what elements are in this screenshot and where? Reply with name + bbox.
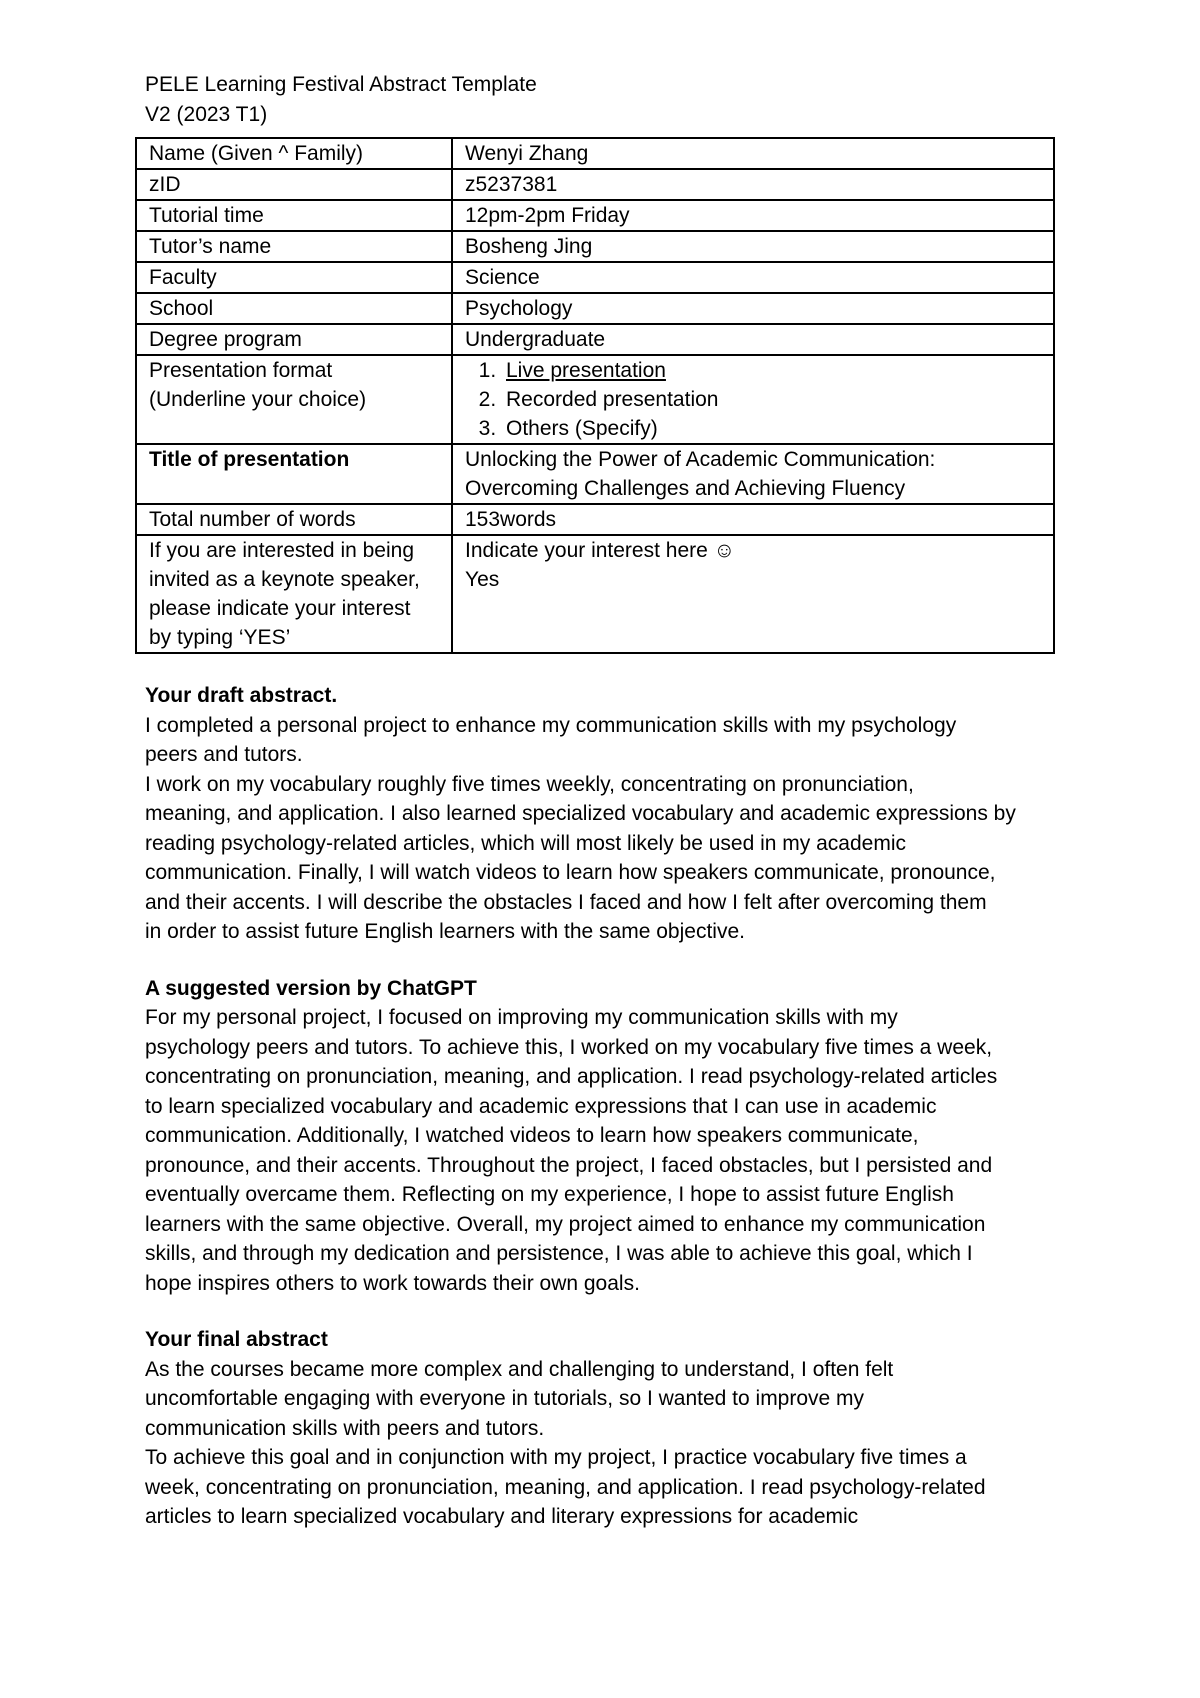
presentation-format-label-line: Presentation format: [149, 359, 333, 382]
draft-abstract-heading: Your draft abstract.: [145, 684, 338, 707]
draft-abstract-section: [145, 681, 1065, 947]
text-line: communication. Additionally, I watched videos to learn how speakers communicate,: [145, 1124, 919, 1147]
text-line: uncomfortable engaging with everyone in tutorials, so I wanted to improve my: [145, 1387, 865, 1410]
text-line: communication. Finally, I will watch videos to learn how speakers communicate, pronounce,: [145, 861, 996, 884]
zid-value: z5237381: [452, 169, 1054, 200]
presentation-format-instruction: (Underline your choice): [149, 388, 367, 411]
format-option-label: Recorded presentation: [506, 388, 719, 411]
tutorial-time-value: 12pm-2pm Friday: [452, 200, 1054, 231]
school-value: Psychology: [452, 293, 1054, 324]
table-row: [136, 444, 1054, 504]
faculty-value: Science: [452, 262, 1054, 293]
keynote-label-line: If you are interested in being: [149, 539, 415, 562]
text-line: skills, and through my dedication and persistence, I was able to achieve this goal, which I: [145, 1242, 973, 1265]
keynote-label-line: please indicate your interest: [149, 597, 411, 620]
format-option: [502, 385, 1041, 414]
tutorial-time-label: Tutorial time: [136, 200, 452, 231]
document-version: V2 (2023 T1): [145, 102, 268, 126]
final-abstract-section: [145, 1325, 1065, 1532]
details-table: [135, 137, 1055, 654]
text-line: peers and tutors.: [145, 743, 303, 766]
table-row: [136, 262, 1054, 293]
table-row: [136, 324, 1054, 355]
faculty-label: Faculty: [136, 262, 452, 293]
text-line: reading psychology-related articles, which will most likely be used in my academic: [145, 831, 906, 855]
format-option: [502, 356, 1041, 385]
table-row: [136, 138, 1054, 169]
word-count-value: 153words: [452, 504, 1054, 535]
text-line: to learn specialized vocabulary and academic expressions that I can use in academic: [145, 1094, 937, 1118]
text-line: hope inspires others to work towards their own goals.: [145, 1271, 640, 1295]
text-line: week, concentrating on pronunciation, meaning, and application. I read psychology-related: [145, 1475, 986, 1499]
keynote-prompt: Indicate your interest here ☺: [465, 539, 736, 562]
draft-abstract-body: [145, 711, 1065, 947]
word-count-label: Total number of words: [136, 504, 452, 535]
title-of-presentation-label: Title of presentation: [136, 444, 452, 504]
zid-label: zID: [136, 169, 452, 200]
degree-label: Degree program: [136, 324, 452, 355]
text-line: As the courses became more complex and challenging to understand, I often felt: [145, 1357, 894, 1381]
keynote-response: [452, 535, 1054, 653]
table-row: [136, 231, 1054, 262]
tutor-name-value: Bosheng Jing: [452, 231, 1054, 262]
table-row: [136, 200, 1054, 231]
table-row: [136, 504, 1054, 535]
text-line: and their accents. I will describe the obstacles I faced and how I felt after overcoming them: [145, 890, 987, 914]
text-line: pronounce, and their accents. Throughout the project, I faced obstacles, but I persisted and: [145, 1153, 993, 1177]
final-abstract-body: [145, 1355, 1065, 1532]
title-of-presentation-value: [452, 444, 1054, 504]
text-line: concentrating on pronunciation, meaning, and application. I read psychology-related articles: [145, 1065, 998, 1088]
degree-value: Undergraduate: [452, 324, 1054, 355]
school-label: School: [136, 293, 452, 324]
title-line: Overcoming Challenges and Achieving Fluency: [465, 477, 906, 500]
document-page: [145, 70, 1065, 1532]
final-abstract-heading: Your final abstract: [145, 1328, 328, 1351]
presentation-format-label: [136, 355, 452, 444]
text-line: I work on my vocabulary roughly five times weekly, concentrating on pronunciation,: [145, 772, 914, 796]
format-option: [502, 414, 1041, 443]
keynote-label: [136, 535, 452, 653]
keynote-label-line: invited as a keynote speaker,: [149, 568, 420, 591]
document-title: PELE Learning Festival Abstract Template: [145, 73, 537, 96]
keynote-label-line: by typing ‘YES’: [149, 626, 291, 649]
chatgpt-version-body: [145, 1003, 1065, 1298]
tutor-name-label: Tutor’s name: [136, 231, 452, 262]
table-row: [136, 355, 1054, 444]
chatgpt-version-heading: A suggested version by ChatGPT: [145, 976, 477, 1000]
format-option-label: Others (Specify): [506, 417, 658, 440]
title-line: Unlocking the Power of Academic Communication:: [465, 448, 936, 471]
text-line: psychology peers and tutors. To achieve this, I worked on my vocabulary five times a week,: [145, 1035, 993, 1059]
text-line: eventually overcame them. Reflecting on my experience, I hope to assist future English: [145, 1183, 954, 1206]
format-option-label: Live presentation: [506, 359, 666, 382]
text-line: meaning, and application. I also learned specialized vocabulary and academic expressions by: [145, 802, 1016, 825]
table-row: [136, 169, 1054, 200]
name-value: Wenyi Zhang: [452, 138, 1054, 169]
keynote-value: Yes: [465, 568, 500, 591]
text-line: in order to assist future English learners with the same objective.: [145, 920, 745, 943]
text-line: I completed a personal project to enhance my communication skills with my psychology: [145, 713, 957, 737]
name-label: Name (Given ^ Family): [136, 138, 452, 169]
text-line: For my personal project, I focused on improving my communication skills with my: [145, 1006, 898, 1029]
text-line: communication skills with peers and tutors.: [145, 1416, 545, 1440]
text-line: learners with the same objective. Overall, my project aimed to enhance my communication: [145, 1212, 986, 1236]
format-options-list: [465, 356, 1041, 443]
table-row: [136, 535, 1054, 653]
chatgpt-version-section: [145, 974, 1065, 1299]
text-line: articles to learn specialized vocabulary and literary expressions for academic: [145, 1505, 859, 1528]
text-line: To achieve this goal and in conjunction with my project, I practice vocabulary five times a: [145, 1446, 967, 1469]
presentation-format-options: [452, 355, 1054, 444]
table-row: [136, 293, 1054, 324]
